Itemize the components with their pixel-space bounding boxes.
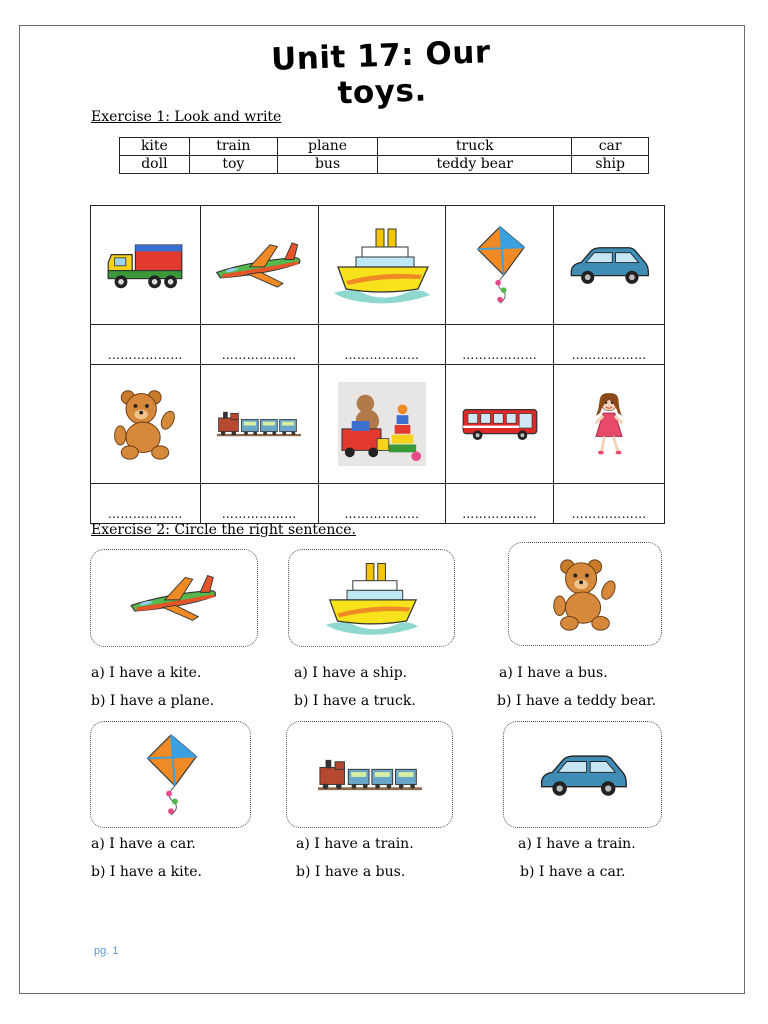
answer-blank[interactable]: ……………… <box>200 325 318 365</box>
answer-blank[interactable]: ……………… <box>318 484 446 524</box>
option-b[interactable]: b) I have a kite. <box>91 864 202 880</box>
option-a[interactable]: a) I have a kite. <box>91 665 202 681</box>
picture-card <box>503 721 662 828</box>
toys-icon <box>338 382 426 466</box>
page-number: pg. 1 <box>94 945 119 957</box>
word-bank-cell: toy <box>189 156 277 174</box>
bus-icon <box>460 406 540 442</box>
worksheet-title: Unit 17: Our toys. <box>270 34 492 112</box>
car-icon <box>568 243 650 287</box>
word-bank-cell: ship <box>572 156 649 174</box>
answer-blank[interactable]: ……………… <box>554 325 665 365</box>
word-bank-row <box>120 138 649 156</box>
picture-card <box>90 721 251 828</box>
car-icon <box>538 752 628 798</box>
picture-card <box>288 549 455 647</box>
answer-blank[interactable]: ……………… <box>91 325 201 365</box>
word-bank-cell: kite <box>120 138 190 156</box>
option-b[interactable]: b) I have a car. <box>520 864 626 880</box>
option-a[interactable]: a) I have a train. <box>296 836 414 852</box>
option-a[interactable]: a) I have a train. <box>518 836 636 852</box>
teddy-bear-icon <box>546 555 624 633</box>
word-bank-cell: doll <box>120 156 190 174</box>
answer-blank[interactable]: ……………… <box>318 325 446 365</box>
option-a[interactable]: a) I have a car. <box>91 836 196 852</box>
answer-blank[interactable]: ……………… <box>554 484 665 524</box>
train-icon <box>318 756 422 794</box>
plane-icon <box>127 570 221 626</box>
word-bank-cell: train <box>189 138 277 156</box>
option-b[interactable]: b) I have a bus. <box>296 864 406 880</box>
option-b[interactable]: b) I have a teddy bear. <box>497 693 657 709</box>
answer-blank[interactable]: ……………… <box>446 484 554 524</box>
word-bank-row <box>120 156 649 174</box>
option-a[interactable]: a) I have a bus. <box>499 665 608 681</box>
option-a[interactable]: a) I have a ship. <box>294 665 408 681</box>
option-b[interactable]: b) I have a truck. <box>294 693 416 709</box>
kite-icon <box>141 731 201 819</box>
plane-icon <box>213 237 305 293</box>
kite-icon <box>472 223 528 307</box>
teddy-bear-icon <box>107 386 183 462</box>
word-bank-table <box>119 137 649 174</box>
picture-card <box>90 549 258 647</box>
word-bank-cell: teddy bear <box>378 156 572 174</box>
word-bank-cell: bus <box>277 156 377 174</box>
doll-icon <box>587 389 631 459</box>
word-bank-cell: plane <box>277 138 377 156</box>
answer-blank[interactable]: ……………… <box>200 484 318 524</box>
answer-blank[interactable]: ……………… <box>91 484 201 524</box>
word-bank-cell: truck <box>378 138 572 156</box>
train-icon <box>217 408 301 440</box>
ship-icon <box>324 559 420 637</box>
word-bank-cell: car <box>572 138 649 156</box>
ship-icon <box>332 225 432 305</box>
picture-card <box>286 721 453 828</box>
exercise-1-heading: Exercise 1: Look and write <box>91 109 282 125</box>
picture-grid <box>90 205 665 524</box>
answer-blank[interactable]: ……………… <box>446 325 554 365</box>
exercise-2-heading: Exercise 2: Circle the right sentence. <box>91 522 356 538</box>
picture-card <box>508 542 662 646</box>
option-b[interactable]: b) I have a plane. <box>91 693 215 709</box>
truck-icon <box>105 236 185 294</box>
